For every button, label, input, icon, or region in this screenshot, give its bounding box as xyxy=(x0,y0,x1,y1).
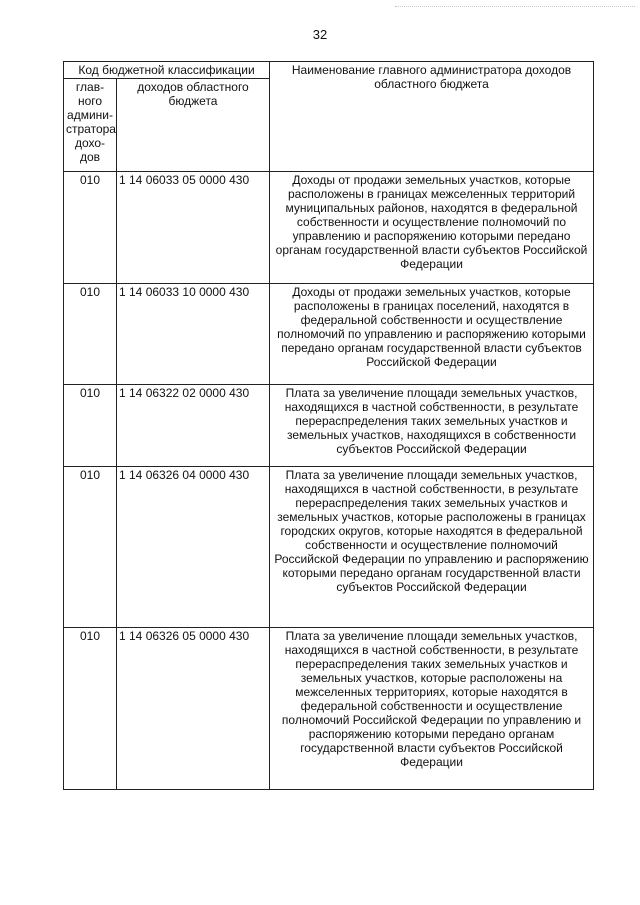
header-budget-income: доходов областного бюджета xyxy=(117,79,270,172)
table-row xyxy=(64,284,594,385)
budget-classification-table xyxy=(63,61,594,790)
cell-name: Доходы от продажи земельных участков, которые расположены в границах межселенных территорий муниципальных районов, находятся в федеральной собственности и осуществление полномочий по управлению и распоряжению которыми передано органам государственной власти субъектов Российской Федерации xyxy=(270,172,594,284)
cell-admin-code: 010 xyxy=(64,467,117,628)
cell-admin-code: 010 xyxy=(64,628,117,790)
table-row xyxy=(64,385,594,467)
cell-admin-code: 010 xyxy=(64,172,117,284)
cell-name: Доходы от продажи земельных участков, которые расположены в границах поселений, находятся в федеральной собственности и осуществление полномочий по управлению и распоряжению которыми передано органам государственной власти субъектов Российской Федерации xyxy=(270,284,594,385)
header-main-administrator: глав-ного админи-стратора дохо-дов xyxy=(64,79,117,172)
cell-income-code: 1 14 06326 04 0000 430 xyxy=(117,467,270,628)
page-number: 32 xyxy=(312,27,328,42)
cell-income-code: 1 14 06326 05 0000 430 xyxy=(117,628,270,790)
cell-income-code: 1 14 06322 02 0000 430 xyxy=(117,385,270,467)
cell-income-code: 1 14 06033 10 0000 430 xyxy=(117,284,270,385)
cell-admin-code: 010 xyxy=(64,284,117,385)
scan-artifact xyxy=(395,6,635,9)
cell-income-code: 1 14 06033 05 0000 430 xyxy=(117,172,270,284)
table-row xyxy=(64,628,594,790)
header-budget-code-group: Код бюджетной классификации xyxy=(64,62,270,79)
cell-name: Плата за увеличение площади земельных участков, находящихся в частной собственности, в результате перераспределения таких земельных участков и земельных участков, которые расположены в границах городских округов, которые находятся в федеральной собственности и осуществление полномочий Российской Федерации по управлению и распоряжению которыми передано органам государственной власти субъектов Российской Федерации xyxy=(270,467,594,628)
cell-admin-code: 010 xyxy=(64,385,117,467)
table-row xyxy=(64,467,594,628)
cell-name: Плата за увеличение площади земельных участков, находящихся в частной собственности, в результате перераспределения таких земельных участков и земельных участков, находящихся в собственности субъектов Российской Федерации xyxy=(270,385,594,467)
header-administrator-name: Наименование главного администратора доходов областного бюджета xyxy=(270,62,594,172)
cell-name: Плата за увеличение площади земельных участков, находящихся в частной собственности, в результате перераспределения таких земельных участков и земельных участков, которые расположены на межселенных территориях, которые находятся в федеральной собственности и осуществление полномочий Российской Федерации по управлению и распоряжению которыми передано органам государственной власти субъектов Российской Федерации xyxy=(270,628,594,790)
table-row xyxy=(64,172,594,284)
